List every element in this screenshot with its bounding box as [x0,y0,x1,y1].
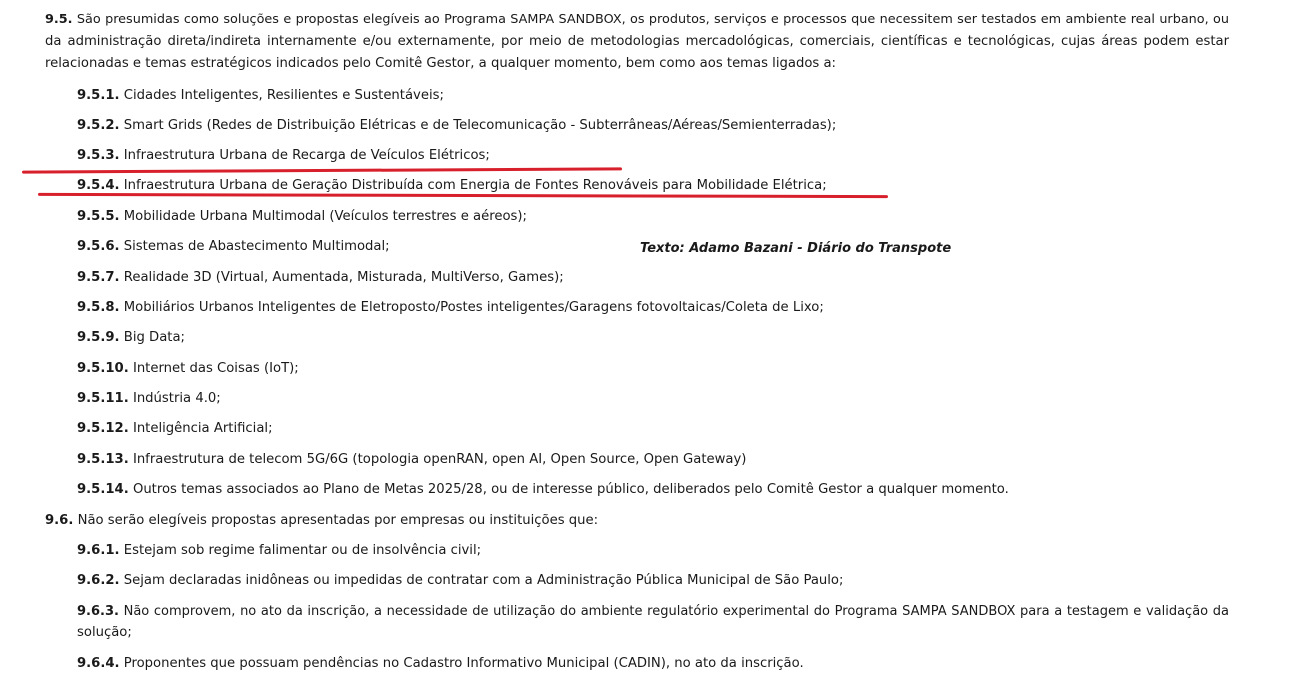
item-text: Realidade 3D (Virtual, Aumentada, Misturada, MultiVerso, Games); [123,270,564,285]
list-item [77,327,1229,349]
item-number: 9.6.2. [77,573,120,588]
paragraph-text: Não serão elegíveis propostas apresentadas por empresas ou instituições que: [77,513,599,528]
list-item [77,358,1229,380]
section-number: 9.5. [45,12,73,27]
item-text: Inteligência Artificial; [132,421,273,436]
item-number: 9.5.4. [77,178,120,193]
section-9-5-line-2: da administração direta/indireta internamente e/ou externamente, por meio de metodologias mercadológicas, comerciais, científicas e tecnológicas, cujas áreas podem estar [45,34,1229,49]
item-number: 9.5.8. [77,300,120,315]
item-number: 9.5.2. [77,118,120,133]
item-number: 9.5.11. [77,391,129,406]
item-number: 9.5.12. [77,421,129,436]
list-item-line-1 [77,601,1229,623]
item-text: Sejam declaradas inidôneas ou impedidas de contratar com a Administração Pública Municipal de São Paulo; [123,573,844,588]
item-text: Indústria 4.0; [132,391,221,406]
item-number: 9.6.4. [77,656,120,671]
item-text: Não comprovem, no ato da inscrição, a necessidade de utilização do ambiente regulatório experimental do Programa SAMPA SANDBOX para a testagem e validação da [123,604,1229,619]
item-text: Mobiliários Urbanos Inteligentes de Eletroposto/Postes inteligentes/Garagens fotovoltaicas/Coleta de Lixo; [123,300,824,315]
red-underline-annotation [22,167,622,173]
item-number: 9.5.7. [77,270,120,285]
list-item [77,85,1229,107]
item-text: Infraestrutura Urbana de Recarga de Veículos Elétricos; [123,148,490,163]
item-number: 9.5.3. [77,148,120,163]
item-text: Internet das Coisas (IoT); [132,361,299,376]
list-item [77,449,1229,471]
item-number: 9.5.10. [77,361,129,376]
section-9-5-line-1 [45,9,1229,31]
item-text: Sistemas de Abastecimento Multimodal; [123,239,390,254]
list-item [77,115,1229,137]
credit-text: Texto: Adamo Bazani - Diário do Transpote [640,241,952,256]
item-number: 9.5.5. [77,209,120,224]
list-item [77,206,1229,228]
list-item [77,653,1229,675]
item-text: Outros temas associados ao Plano de Metas 2025/28, ou de interesse público, deliberados pelo Comitê Gestor a qualquer momento. [132,482,1009,497]
list-item-line-2: solução; [77,625,132,640]
item-number: 9.5.9. [77,330,120,345]
item-text: Infraestrutura Urbana de Geração Distribuída com Energia de Fontes Renováveis para Mobilidade Elétrica; [123,178,827,193]
list-item [77,297,1229,319]
item-number: 9.5.6. [77,239,120,254]
list-item [77,540,1229,562]
list-item [77,570,1229,592]
item-number: 9.6.1. [77,543,120,558]
item-number: 9.6.3. [77,604,119,619]
list-item [77,388,1229,410]
item-text: Infraestrutura de telecom 5G/6G (topologia openRAN, open AI, Open Source, Open Gateway) [132,452,747,467]
list-item [77,479,1229,501]
item-text: Smart Grids (Redes de Distribuição Elétricas e de Telecomunicação - Subterrâneas/Aéreas/Semienterradas); [123,118,837,133]
item-number: 9.5.14. [77,482,129,497]
item-text: Big Data; [123,330,185,345]
section-9-5-line-3: relacionadas e temas estratégicos indicados pelo Comitê Gestor, a qualquer momento, bem como aos temas ligados a: [45,56,836,71]
section-9-6 [45,510,1229,532]
section-number: 9.6. [45,513,74,528]
list-item [77,145,1229,167]
item-text: Cidades Inteligentes, Resilientes e Sustentáveis; [123,88,444,103]
item-text: Estejam sob regime falimentar ou de insolvência civil; [123,543,482,558]
list-item [77,267,1229,289]
item-number: 9.5.13. [77,452,129,467]
item-number: 9.5.1. [77,88,120,103]
item-text: Mobilidade Urbana Multimodal (Veículos terrestres e aéreos); [123,209,527,224]
item-text: Proponentes que possuam pendências no Cadastro Informativo Municipal (CADIN), no ato da inscrição. [123,656,804,671]
list-item [77,418,1229,440]
paragraph-text: São presumidas como soluções e propostas elegíveis ao Programa SAMPA SANDBOX, os produtos, serviços e processos que necessitem ser testados em ambiente real urbano, ou [76,12,1229,27]
